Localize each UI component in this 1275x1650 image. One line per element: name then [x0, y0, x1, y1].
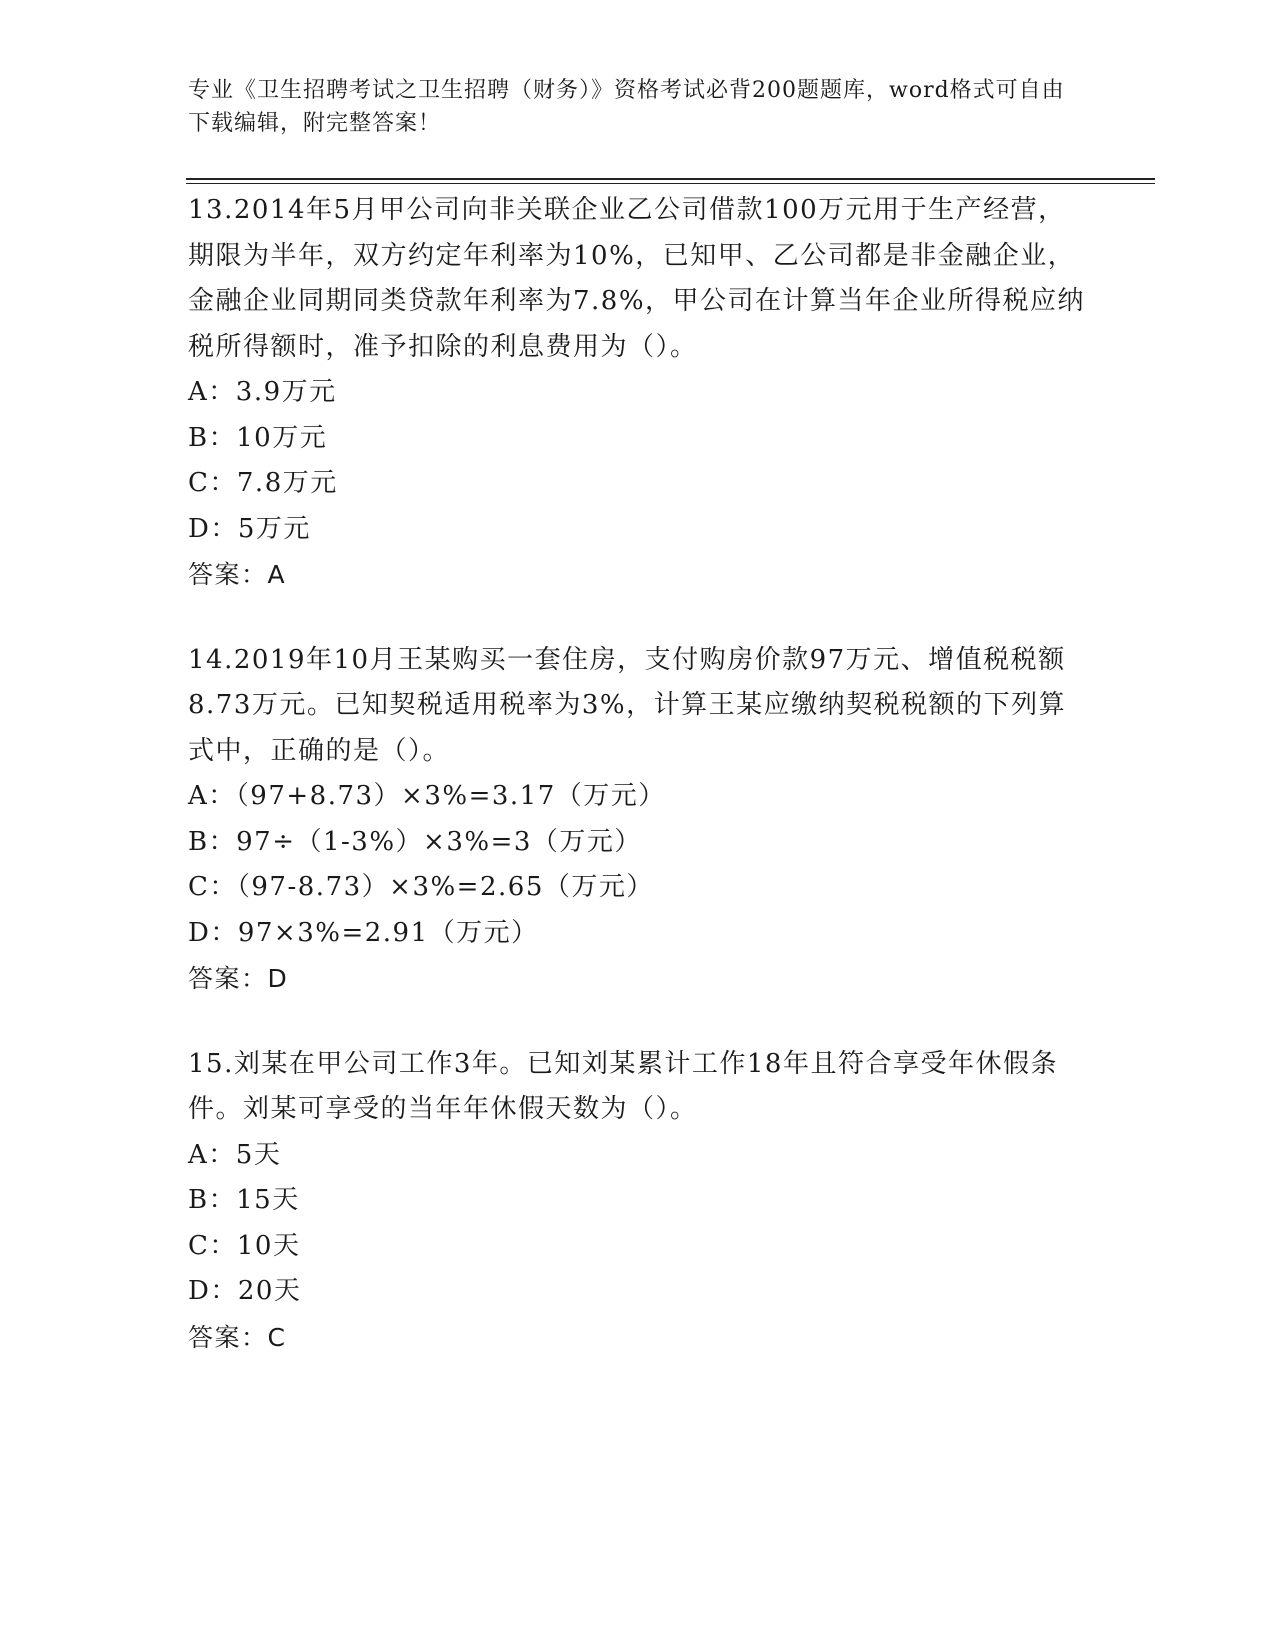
- question-text: 14.2019年10月王某购买一套住房，支付购房价款97万元、增值税税额8.73万元。已知契税适用税率为3%，计算王某应缴纳契税税额的下列算式中，正确的是（）。: [188, 644, 1067, 766]
- option-c: C：（97-8.73）×3%=2.65（万元）: [188, 872, 654, 902]
- option-b: B：97÷（1-3%）×3%=3（万元）: [188, 826, 642, 857]
- question-list: [188, 188, 1088, 1400]
- option-d: D：97×3%=2.91（万元）: [188, 917, 539, 948]
- option-a: A：（97+8.73）×3%=3.17（万元）: [188, 781, 666, 811]
- question-text: 15.刘某在甲公司工作3年。已知刘某累计工作18年且符合享受年休假条件。刘某可享受的当年年休假天数为（）。: [188, 1048, 1058, 1124]
- answer-label: 答案：C: [188, 1322, 287, 1352]
- header-divider-thin: [186, 183, 1155, 184]
- option-a: A：5天: [188, 1139, 282, 1170]
- option-c: C：10天: [188, 1230, 301, 1261]
- option-d: D：5万元: [188, 513, 311, 544]
- option-d: D：20天: [188, 1276, 302, 1306]
- question-13: [188, 188, 1088, 598]
- option-a: A：3.9万元: [188, 377, 337, 407]
- document-header: 专业《卫生招聘考试之卫生招聘（财务）》资格考试必背200题题库，word格式可自由下载编辑，附完整答案！: [188, 78, 1065, 136]
- option-c: C：7.8万元: [188, 468, 338, 498]
- question-15: [188, 1042, 1088, 1361]
- option-b: B：15天: [188, 1185, 300, 1215]
- header-divider-thick: [186, 178, 1155, 180]
- question-text: 13.2014年5月甲公司向非关联企业乙公司借款100万元用于生产经营，期限为半年，双方约定年利率为10%，已知甲、乙公司都是非金融企业，金融企业同期同类贷款年利率为7.8%，甲公司在计算当年企业所得税应纳税所得额时，准予扣除的利息费用为（）。: [188, 195, 1086, 362]
- answer-label: 答案：D: [188, 964, 289, 993]
- option-b: B：10万元: [188, 422, 328, 453]
- answer-label: 答案：A: [188, 560, 287, 589]
- question-14: [188, 638, 1088, 1002]
